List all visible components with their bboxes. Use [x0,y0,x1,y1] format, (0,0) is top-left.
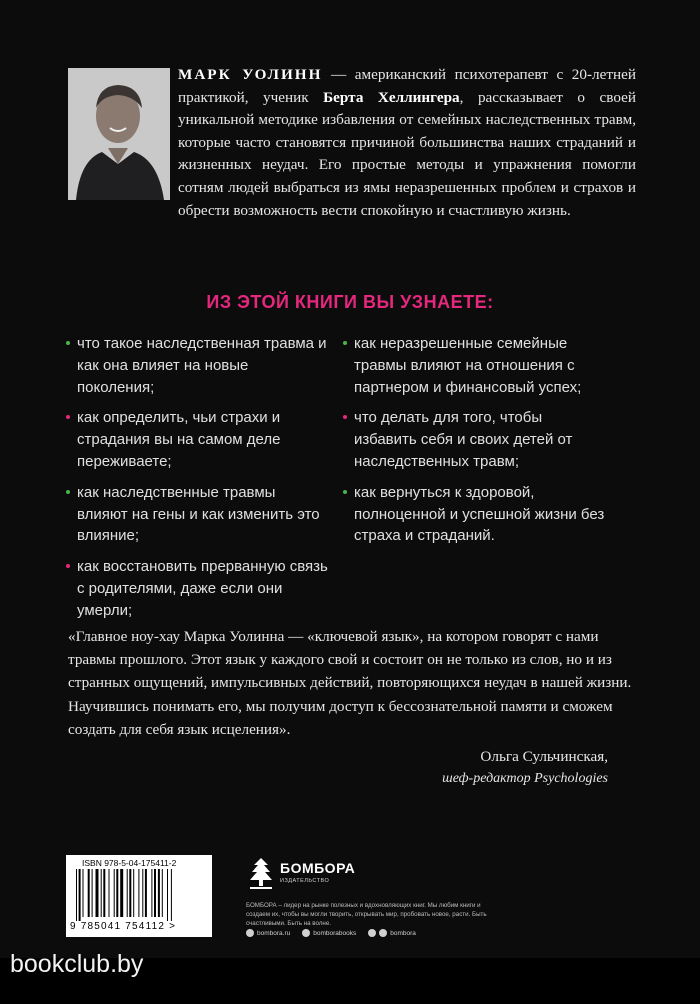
bullet-icon [66,341,70,345]
bio-text-2: , рассказывает о своей уникальной методике избавления от семейных наследственных травм, которые часто становятся причиной большинства наших страданий и жизненных неудач. Его простые методы и упражнения помогли сотням людей выбраться из ямы неразрешенных проблем и страхов и обрести возможность вести спокойную и счастливую жизнь. [178,88,636,219]
section-heading: ИЗ ЭТОЙ КНИГИ ВЫ УЗНАЕТЕ: [206,292,494,312]
publisher-sub: ИЗДАТЕЛЬСТВО [280,878,330,884]
bullet-icon [343,490,347,494]
signature-role: шеф-редактор Psychologies [442,771,608,786]
bullet-icon [343,415,347,419]
video-icon [379,929,387,937]
isbn-barcode [66,855,212,937]
bullet-icon [66,564,70,568]
barcode-digits: 9 785041 754112 > [70,921,177,932]
signature-name: Ольга Сульчинская, [480,748,608,765]
list-item: как неразрешенные семейные травмы влияют на отношения с партнером и финансовый успех; [343,333,605,398]
review-quote: «Главное ноу-хау Марка Уолинна — «ключевой язык», на котором говорят с нами травмы прошлого. Этот язык у каждого свой и состоит он не только из слов, но и из странных ощущений, импульсивных действий, повторяющихся неудач в нашей жизни. Научившись понимать его, мы получим доступ к бессознательной памяти и сможем создать для себя язык исцеления». [68,628,632,738]
list-item: что делать для того, чтобы избавить себя и своих детей от наследственных травм; [343,407,605,472]
list-item: как вернуться к здоровой, полноценной и успешной жизни без страха и страданий. [343,482,605,547]
quote-signature [442,746,608,790]
list-item: что такое наследственная травма и как она влияет на новые поколения; [66,333,328,398]
bio-text-1: — американский психотерапевт с 20-летней практикой, ученик [178,66,636,106]
isbn-text: ISBN 978-5-04-175411-2 [82,858,177,868]
website-link[interactable]: bombora.ru [246,929,290,937]
teacher-name: Берта Хеллингера [323,88,460,106]
benefits-right-column [343,333,605,556]
bombora-logo-icon [246,856,276,892]
vk-icon [302,929,310,937]
publisher-name: БОМБОРА [280,860,356,876]
list-item: как определить, чьи страхи и страдания вы на самом деле переживаете; [66,407,328,472]
benefits-left-column [66,333,328,631]
telegram-icon [368,929,376,937]
bullet-icon [66,415,70,419]
bullet-icon [343,341,347,345]
author-name: МАРК УОЛИНН [178,66,323,83]
publisher-description: БОМБОРА – лидер на рынке полезных и вдохновляющих книг. Мы любим книги и создаем их, чтобы вы могли творить, открывать мир, пробовать новое, расти. Быть счастливыми. Быть на волне. [246,902,487,927]
publisher-socials [246,929,416,937]
barcode-bars [74,869,204,921]
globe-icon [246,929,254,937]
bullet-icon [66,490,70,494]
list-item: как восстановить прерванную связь с родителями, даже если они умерли; [66,556,328,621]
social-link[interactable]: bombora [368,929,416,937]
watermark: bookclub.by [10,950,144,978]
author-bio [68,64,636,222]
vk-link[interactable]: bomborabooks [302,929,356,937]
list-item: как наследственные травмы влияют на гены и как изменить это влияние; [66,482,328,547]
